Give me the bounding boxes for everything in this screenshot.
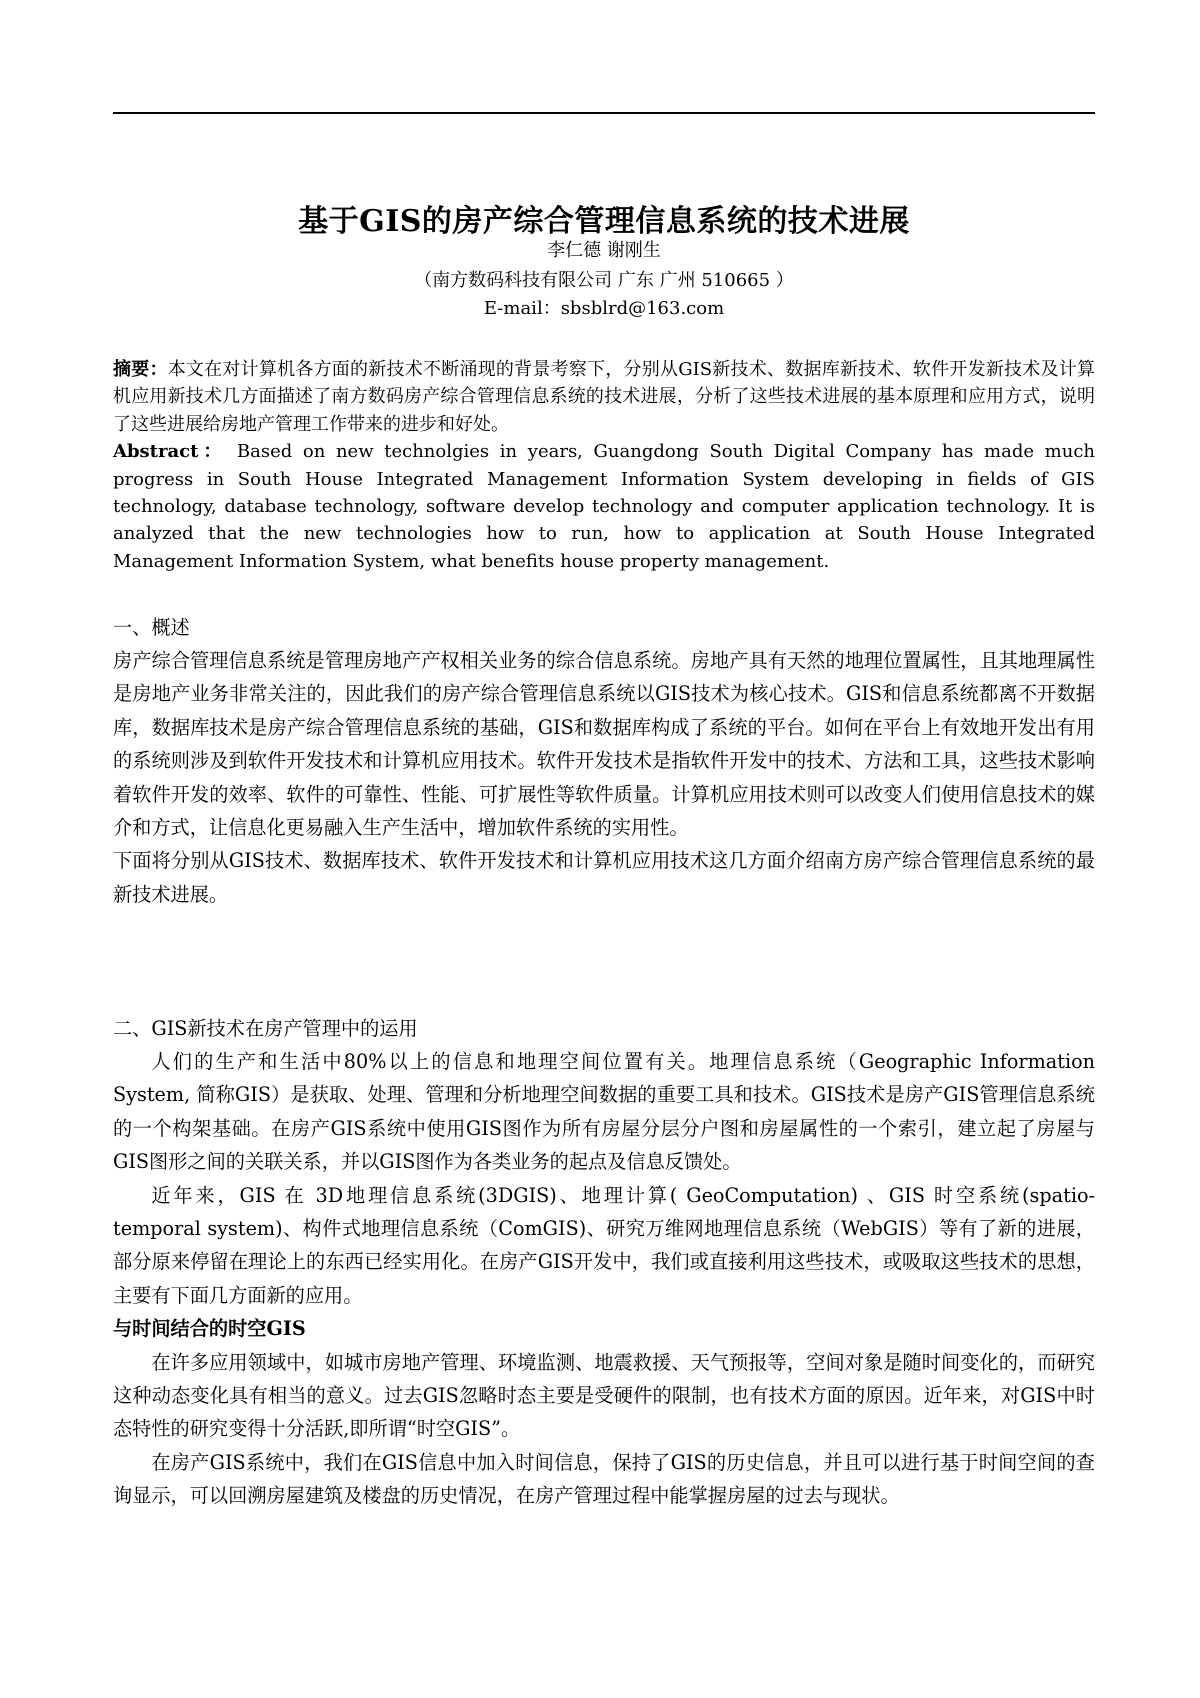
abstract-cn (113, 356, 1095, 438)
subsection-paragraph: 在房产GIS系统中，我们在GIS信息中加入时间信息，保持了GIS的历史信息，并且可以进行基于时间空间的查询显示，可以回溯房屋建筑及楼盘的历史情况，在房产管理过程中能掌握房屋的过去与现状。 (113, 1450, 1095, 1508)
abstract-en-text: Based on new technolgies in years, Guangdong South Digital Company has made much progress in South House Integrated Management Information System developing in fields of GIS technology, database technology, software develop technology and computer application technology. It is analyzed that the new technologies how to run, how to application at South House Integrated Management Information System, what benefits house property management. (113, 441, 1095, 572)
abstract-cn-label: 摘要： (113, 359, 168, 380)
subsection-heading: 与时间结合的时空GIS (113, 1317, 306, 1341)
abstract-block (113, 356, 1095, 575)
abstract-en (113, 438, 1095, 575)
abstract-en-label: Abstract： (113, 441, 227, 463)
authors: 李仁德 谢刚生 (547, 240, 661, 261)
paper-title: 基于GIS的房产综合管理信息系统的技术进展 (298, 204, 910, 239)
email: E-mail：sbsblrd@163.com (483, 298, 725, 319)
subsection-paragraph: 在许多应用领域中，如城市房地产管理、环境监测、地震救援、天气预报等，空间对象是随时间变化的，而研究这种动态变化具有相当的意义。过去GIS忽略时态主要是受硬件的限制，也有技术方面的原因。近年来，对GIS中时态特性的研究变得十分活跃,即所谓“时空GIS”。 (113, 1350, 1095, 1441)
section1-paragraph: 房产综合管理信息系统是管理房地产产权相关业务的综合信息系统。房地产具有天然的地理位置属性，且其地理属性是房地产业务非常关注的，因此我们的房产综合管理信息系统以GIS技术为核心技术。GIS和信息系统都离不开数据库，数据库技术是房产综合管理信息系统的基础，GIS和数据库构成了系统的平台。如何在平台上有效地开发出有用的系统则涉及到软件开发技术和计算机应用技术。软件开发技术是指软件开发中的技术、方法和工具，这些技术影响着软件开发的效率、软件的可靠性、性能、可扩展性等软件质量。计算机应用技术则可以改变人们使用信息技术的媒介和方式，让信息化更易融入生产生活中，增加软件系统的实用性。 (113, 649, 1095, 840)
section2-paragraph: 人们的生产和生活中80%以上的信息和地理空间位置有关。地理信息系统（Geographic Information System, 简称GIS）是获取、处理、管理和分析地理空间数据的重要工具和技术。GIS技术是房产GIS管理信息系统的一个构架基础。在房产GIS系统中使用GIS图作为所有房屋分层分户图和房屋属性的一个索引，建立起了房屋与GIS图形之间的关联关系，并以GIS图作为各类业务的起点及信息反馈处。 (113, 1050, 1095, 1174)
abstract-cn-text: 本文在对计算机各方面的新技术不断涌现的背景考察下，分别从GIS新技术、数据库新技术、软件开发新技术及计算机应用新技术几方面描述了南方数码房产综合管理信息系统的技术进展，分析了这些技术进展的基本原理和应用方式，说明了这些进展给房地产管理工作带来的进步和好处。 (113, 359, 1095, 435)
section1-body (113, 644, 1095, 911)
section2-body (113, 1045, 1095, 1513)
affiliation: （南方数码科技有限公司 广东 广州 510665 ） (414, 270, 794, 291)
section2-paragraph: 近年来，GIS 在 3D地理信息系统(3DGIS)、地理计算( GeoComputation) 、GIS 时空系统(spatio-temporal system)、构件式地理信息系统（ComGIS)、研究万维网地理信息系统（WebGIS）等有了新的进展，部分原来停留在理论上的东西已经实用化。在房产GIS开发中，我们或直接利用这些技术，或吸取这些技术的思想，主要有下面几方面新的应用。 (113, 1183, 1095, 1307)
section1-heading: 一、概述 (113, 616, 190, 639)
header-rule (113, 112, 1095, 114)
section1-paragraph: 下面将分别从GIS技术、数据库技术、软件开发技术和计算机应用技术这几方面介绍南方房产综合管理信息系统的最新技术进展。 (113, 849, 1095, 906)
section2-heading: 二、GIS新技术在房产管理中的运用 (113, 1017, 418, 1040)
